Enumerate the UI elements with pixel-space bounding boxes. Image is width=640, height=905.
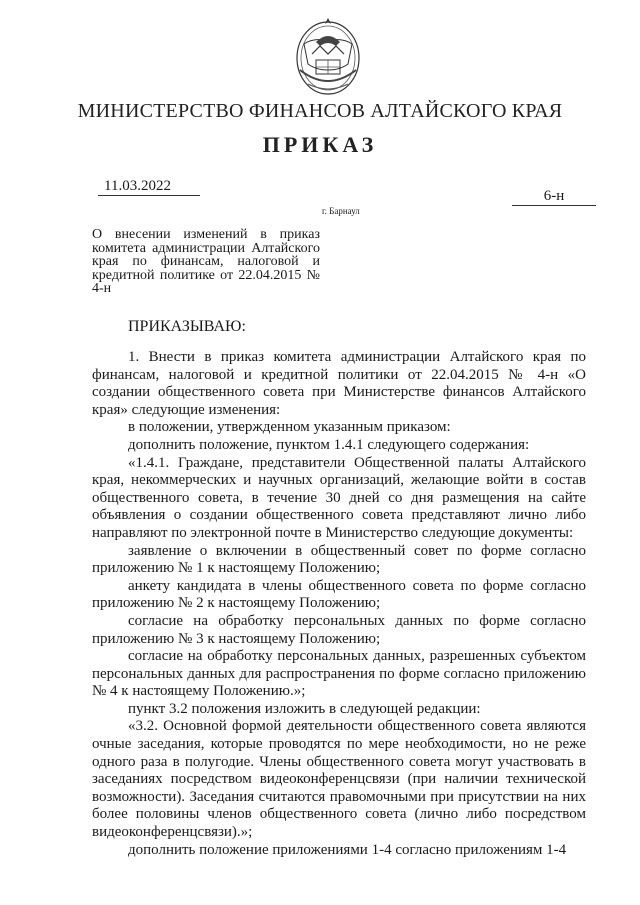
paragraph-10: «3.2. Основной формой деятельности общественного совета являются очные заседания, которые проводятся по мере необходимости, но не реже одного раза в полугодие. Члены общественного совета могут участвовать в заседаниях посредством видеоконференцсвязи (при наличии технической возможности). Заседания считаются правомочными при присутствии на них более половины членов общественного совета (лично либо посредством видеоконференцсвязи).»;	[92, 718, 586, 841]
ministry-name: МИНИСТЕРСТВО ФИНАНСОВ АЛТАЙСКОГО КРАЯ	[77, 100, 563, 122]
document-city: г. Барнаул	[322, 206, 360, 216]
paragraph-9: пункт 3.2 положения изложить в следующей редакции:	[128, 700, 481, 717]
paragraph-4: «1.4.1. Граждане, представители Общественной палаты Алтайского края, некоммерческих и научных организаций, желающие войти в состав общественного совета, в течение 30 дней со дня размещения на сайте объявления о создании общественного совета представляют лично либо направляют по электронной почте в Министерство следующие документы:	[92, 454, 586, 541]
paragraph-6: анкету кандидата в члены общественного совета по форме согласно приложению № 2 к настоящему Положению;	[92, 577, 586, 612]
paragraph-7: согласие на обработку персональных данных по форме согласно приложению № 3 к настоящему Положению;	[92, 612, 586, 647]
paragraph-3: дополнить положение, пунктом 1.4.1 следующего содержания:	[128, 436, 530, 453]
document-subject: О внесении изменений в приказ комитета администрации Алтайского края по финансам, налоговой и кредитной политике от 22.04.2015 № 4-н	[92, 227, 320, 296]
document-type: ПРИКАЗ	[262, 132, 378, 157]
paragraph-1: 1. Внести в приказ комитета администрации Алтайского края по финансам, налоговой и кредитной политики от 22.04.2015 № 4-н «О создании общественного совета при Министерстве финансов Алтайского края» следующие изменения:	[92, 349, 586, 418]
document-date: 11.03.2022	[98, 178, 200, 196]
paragraph-8: согласие на обработку персональных данных, разрешенных субъектом персональных данных для распространения по форме согласно приложению № 4 к настоящему Положению.»;	[92, 648, 586, 700]
paragraph-2: в положении, утвержденном указанным приказом:	[128, 419, 451, 436]
order-heading: ПРИКАЗЫВАЮ:	[128, 318, 246, 335]
paragraph-5: заявление о включении в общественный совет по форме согласно приложению № 1 к настоящему Положению;	[92, 542, 586, 577]
coat-of-arms-emblem	[294, 14, 362, 96]
paragraph-11: дополнить положение приложениями 1-4 согласно приложениям 1-4	[128, 841, 567, 858]
document-number: 6-н	[512, 188, 596, 206]
document-body	[92, 349, 586, 859]
